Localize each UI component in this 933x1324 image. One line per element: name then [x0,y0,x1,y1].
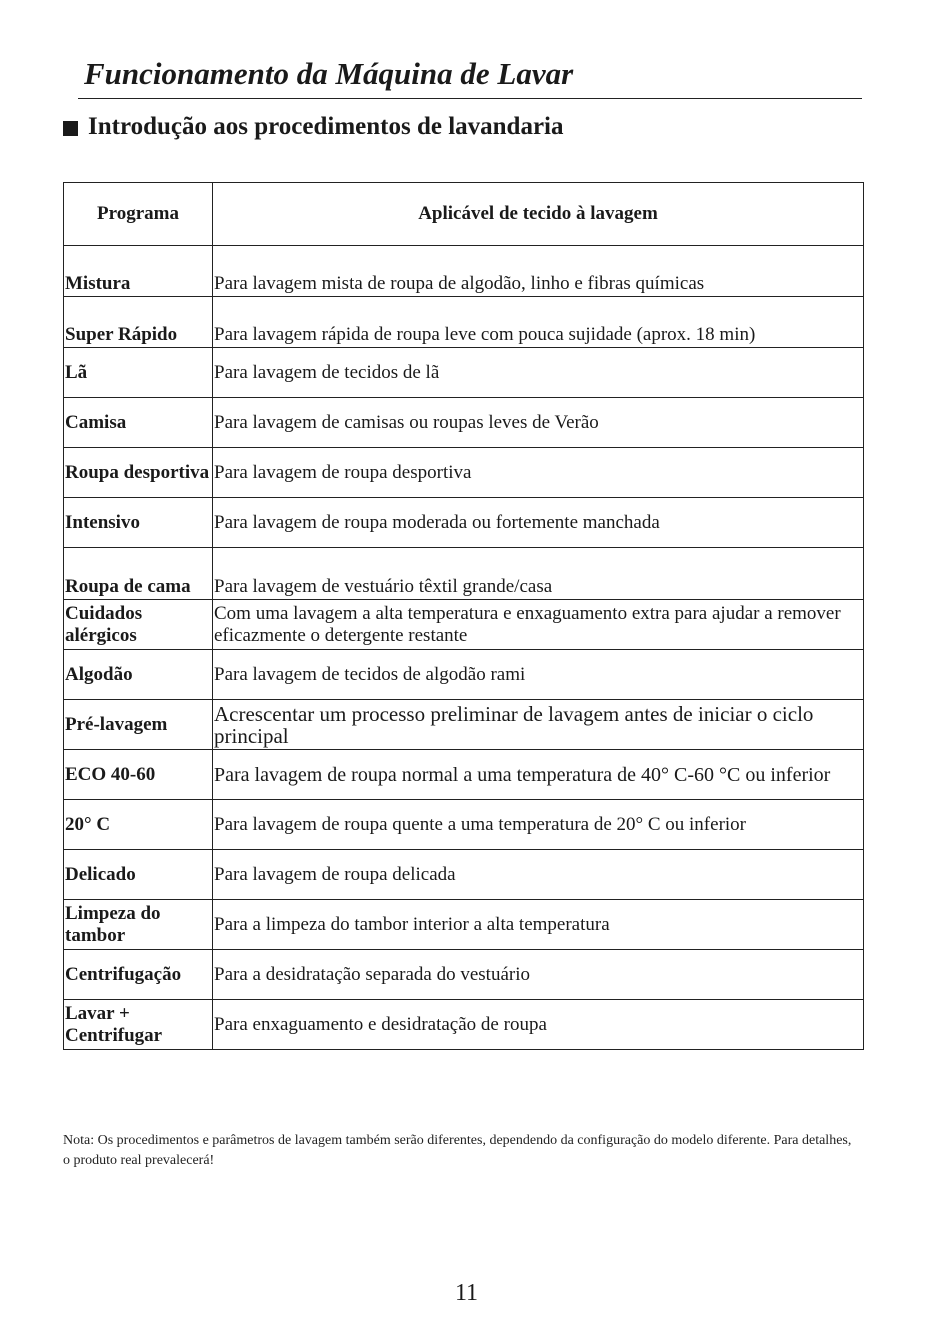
program-name: Algodão [64,650,213,700]
program-description: Para lavagem de roupa normal a uma temperatura de 40° C-60 °C ou inferior [213,750,864,800]
program-description: Para lavagem de roupa quente a uma temperatura de 20° C ou inferior [213,800,864,850]
program-description: Para lavagem de tecidos de algodão rami [213,650,864,700]
table-row [64,498,864,548]
program-name: Cuidados alérgicos [64,600,213,650]
program-name: Intensivo [64,498,213,548]
program-name: 20° C [64,800,213,850]
table-row [64,700,864,750]
program-description: Para lavagem de roupa delicada [213,850,864,900]
program-name: ECO 40-60 [64,750,213,800]
table-row [64,600,864,650]
table-row [64,1000,864,1050]
program-name: Pré-lavagem [64,700,213,750]
program-description: Para lavagem mista de roupa de algodão, linho e fibras químicas [213,246,864,297]
section-heading-text: Introdução aos procedimentos de lavandaria [88,113,564,140]
program-description: Para enxaguamento e desidratação de roupa [213,1000,864,1050]
table-row [64,297,864,348]
square-bullet-icon [63,121,78,136]
program-name: Camisa [64,398,213,448]
program-name: Roupa de cama [64,548,213,600]
program-name: Mistura [64,246,213,297]
program-description: Para lavagem de roupa desportiva [213,448,864,498]
program-description: Para lavagem de tecidos de lã [213,348,864,398]
program-name: Lavar + Centrifugar [64,1000,213,1050]
table-header-row [64,183,864,246]
table-row [64,398,864,448]
footnote: Nota: Os procedimentos e parâmetros de lavagem também serão diferentes, dependendo da configuração do modelo diferente. Para detalhes, o produto real prevalecerá! [63,1133,852,1168]
program-description: Acrescentar um processo preliminar de lavagem antes de iniciar o ciclo principal [213,700,864,750]
table-row [64,750,864,800]
program-name: Lã [64,348,213,398]
table-row [64,950,864,1000]
programs-table [63,182,864,1050]
program-description: Para lavagem de roupa moderada ou fortemente manchada [213,498,864,548]
program-description: Com uma lavagem a alta temperatura e enxaguamento extra para ajudar a remover eficazmente o detergente restante [213,600,864,650]
page-title: Funcionamento da Máquina de Lavar [84,56,574,91]
page-number: 11 [454,1280,479,1306]
program-name: Super Rápido [64,297,213,348]
table-row [64,800,864,850]
column-header-program: Programa [64,183,213,246]
table-row [64,348,864,398]
program-description: Para lavagem de vestuário têxtil grande/casa [213,548,864,600]
table-row [64,650,864,700]
program-description: Para lavagem rápida de roupa leve com pouca sujidade (aprox. 18 min) [213,297,864,348]
table-row [64,548,864,600]
table-row [64,900,864,950]
program-name: Delicado [64,850,213,900]
column-header-fabric: Aplicável de tecido à lavagem [213,183,864,246]
program-name: Centrifugação [64,950,213,1000]
program-name: Roupa desportiva [64,448,213,498]
program-description: Para a limpeza do tambor interior a alta temperatura [213,900,864,950]
program-description: Para a desidratação separada do vestuário [213,950,864,1000]
table-row [64,850,864,900]
program-description: Para lavagem de camisas ou roupas leves de Verão [213,398,864,448]
program-name: Limpeza do tambor [64,900,213,950]
section-heading [63,113,564,141]
title-divider [78,98,862,99]
table-row [64,448,864,498]
table-row [64,246,864,297]
